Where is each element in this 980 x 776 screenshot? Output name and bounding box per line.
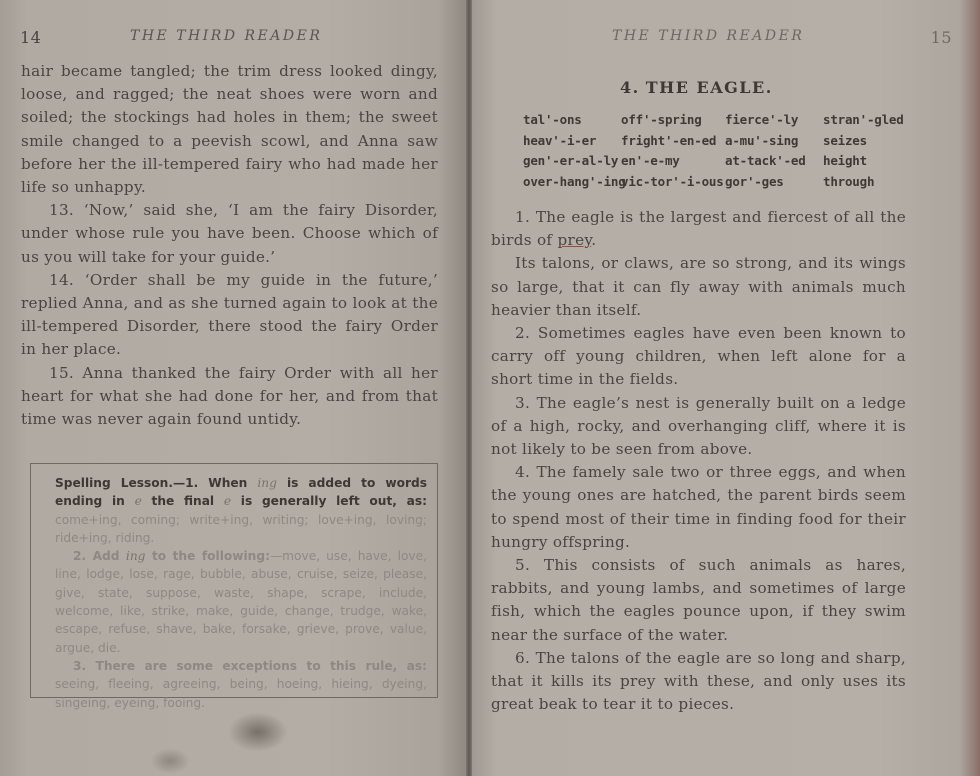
lesson-title xyxy=(620,78,773,97)
letter-e: e xyxy=(223,494,232,509)
vocab-word: stran'-gled xyxy=(823,112,904,127)
right-running-title: THE THIRD READER xyxy=(612,28,805,44)
left-page-number: 14 xyxy=(20,28,42,47)
suffix-ing: ing xyxy=(125,549,146,564)
spelling-rule-text: —1. When xyxy=(172,476,258,490)
vocab-word: through xyxy=(823,173,875,189)
spelling-rule-2 xyxy=(55,547,427,657)
right-body-text xyxy=(491,206,906,716)
left-paragraph: 13. ‘Now,’ said she, ‘I am the fairy Disorder, under whose rule you have been. Choose which of us you will take for your guide.’ xyxy=(21,201,438,266)
right-paragraph: 5. This consists of such animals as hares, rabbits, and young lambs, and sometimes of large fish, which the eagles pounce upon, if they swim near the surface of the water. xyxy=(491,556,906,644)
left-page xyxy=(0,0,466,776)
vocab-word: off'-spring xyxy=(621,112,702,127)
right-paragraph: 3. The eagle’s nest is generally built on a ledge of a high, rocky, and overhanging cliff, where it is not likely to be seen from above. xyxy=(491,393,906,459)
vocab-word: a-mu'-sing xyxy=(725,132,799,148)
spelling-lesson-heading: Spelling Lesson. xyxy=(55,476,173,490)
spelling-rule-text: is generally left out, as: xyxy=(231,494,428,509)
letter-e: e xyxy=(134,494,142,509)
stain-mark xyxy=(150,748,190,774)
spelling-rule-text: is added to words ending in xyxy=(55,476,427,509)
spelling-examples: come+ing, coming; write+ing, writing; love+ing, loving; ride+ing, riding. xyxy=(55,512,427,545)
underlined-word: prey xyxy=(557,231,592,250)
spelling-rule-text: 2. Add xyxy=(73,549,126,564)
right-paragraph: Its talons, or claws, are so strong, and its wings so large, that it can fly away with animals much heavier than itself. xyxy=(491,254,906,319)
vocab-word: en'-e-my xyxy=(621,153,680,168)
spelling-rule-text: to the following: xyxy=(145,549,270,564)
spelling-exceptions: seeing, fleeing, agreeing, being, hoeing, hieing, dyeing, singeing, eyeing, fooing. xyxy=(55,677,427,710)
right-paragraph: 2. Sometimes eagles have even been known to carry off young children, when left alone for a short time in the fields. xyxy=(491,324,906,389)
vocab-word: vic-tor'-i-ous xyxy=(621,173,724,189)
spelling-rule-text: 3. There are some exceptions to this rule, as: xyxy=(73,658,427,673)
spelling-lesson-box xyxy=(30,463,438,710)
spelling-rule-text: the final xyxy=(141,494,224,509)
right-running-head xyxy=(472,28,980,48)
suffix-ing: ing xyxy=(257,476,277,490)
vocab-word: heav'-i-er xyxy=(523,132,597,148)
vocab-word: over-hang'-ing xyxy=(523,173,626,189)
vocab-word: gen'-er-al-ly xyxy=(523,153,619,168)
vocab-word: fierce'-ly xyxy=(725,112,799,127)
lesson-title-text: THE EAGLE. xyxy=(645,78,773,97)
spelling-rule-1 xyxy=(55,474,427,547)
spelling-word-list: —move, use, have, love, line, lodge, lose, rage, bubble, abuse, cruise, seize, please, give, state, suppose, waste, shape, scrape, include, welcome, like, strike, make, guide, change, trudge, wake, escape, refuse, shave, bake, forsake, grieve, prove, value, argue, die. xyxy=(55,549,428,655)
paragraph-text: . xyxy=(591,231,597,250)
vocab-word: at-tack'-ed xyxy=(725,153,806,168)
right-page-number: 15 xyxy=(930,28,952,47)
left-paragraph: 15. Anna thanked the fairy Order with all her heart for what she had done for her, and from that time was never again found untidy. xyxy=(21,363,438,429)
vocabulary-grid xyxy=(523,110,903,192)
left-running-head xyxy=(0,28,466,48)
right-paragraph: 6. The talons of the eagle are so long and sharp, that it kills its prey with these, and only uses its great beak to tear it to pieces. xyxy=(491,648,906,714)
paragraph-text: 1. The eagle is the largest and fiercest of all the birds of xyxy=(491,208,906,250)
vocab-word: seizes xyxy=(823,132,867,148)
left-body-text xyxy=(21,60,438,431)
stain-mark xyxy=(228,712,288,752)
left-paragraph: hair became tangled; the trim dress looked dingy, loose, and ragged; the neat shoes were worn and soiled; the stockings had holes in them; the sweet smile changed to a peevish scowl, and Anna saw before her the ill-tempered fairy who had made her life so unhappy. xyxy=(21,62,438,197)
vocab-word: fright'-en-ed xyxy=(621,132,717,148)
vocab-word: height xyxy=(823,153,867,168)
left-paragraph: 14. ‘Order shall be my guide in the future,’ replied Anna, and as she turned again to look at the ill-tempered Disorder, there stood the fairy Order in her place. xyxy=(21,270,438,359)
left-running-title: THE THIRD READER xyxy=(130,28,323,44)
spelling-rule-3 xyxy=(55,657,427,712)
vocab-word: tal'-ons xyxy=(523,112,582,127)
right-paragraph xyxy=(491,206,906,252)
vocab-word: gor'-ges xyxy=(725,173,784,189)
lesson-number: 4. xyxy=(620,78,640,97)
right-paragraph: 4. The famely sale two or three eggs, and when the young ones are hatched, the parent birds seem to spend most of their time in finding food for their hungry offspring. xyxy=(491,463,906,551)
